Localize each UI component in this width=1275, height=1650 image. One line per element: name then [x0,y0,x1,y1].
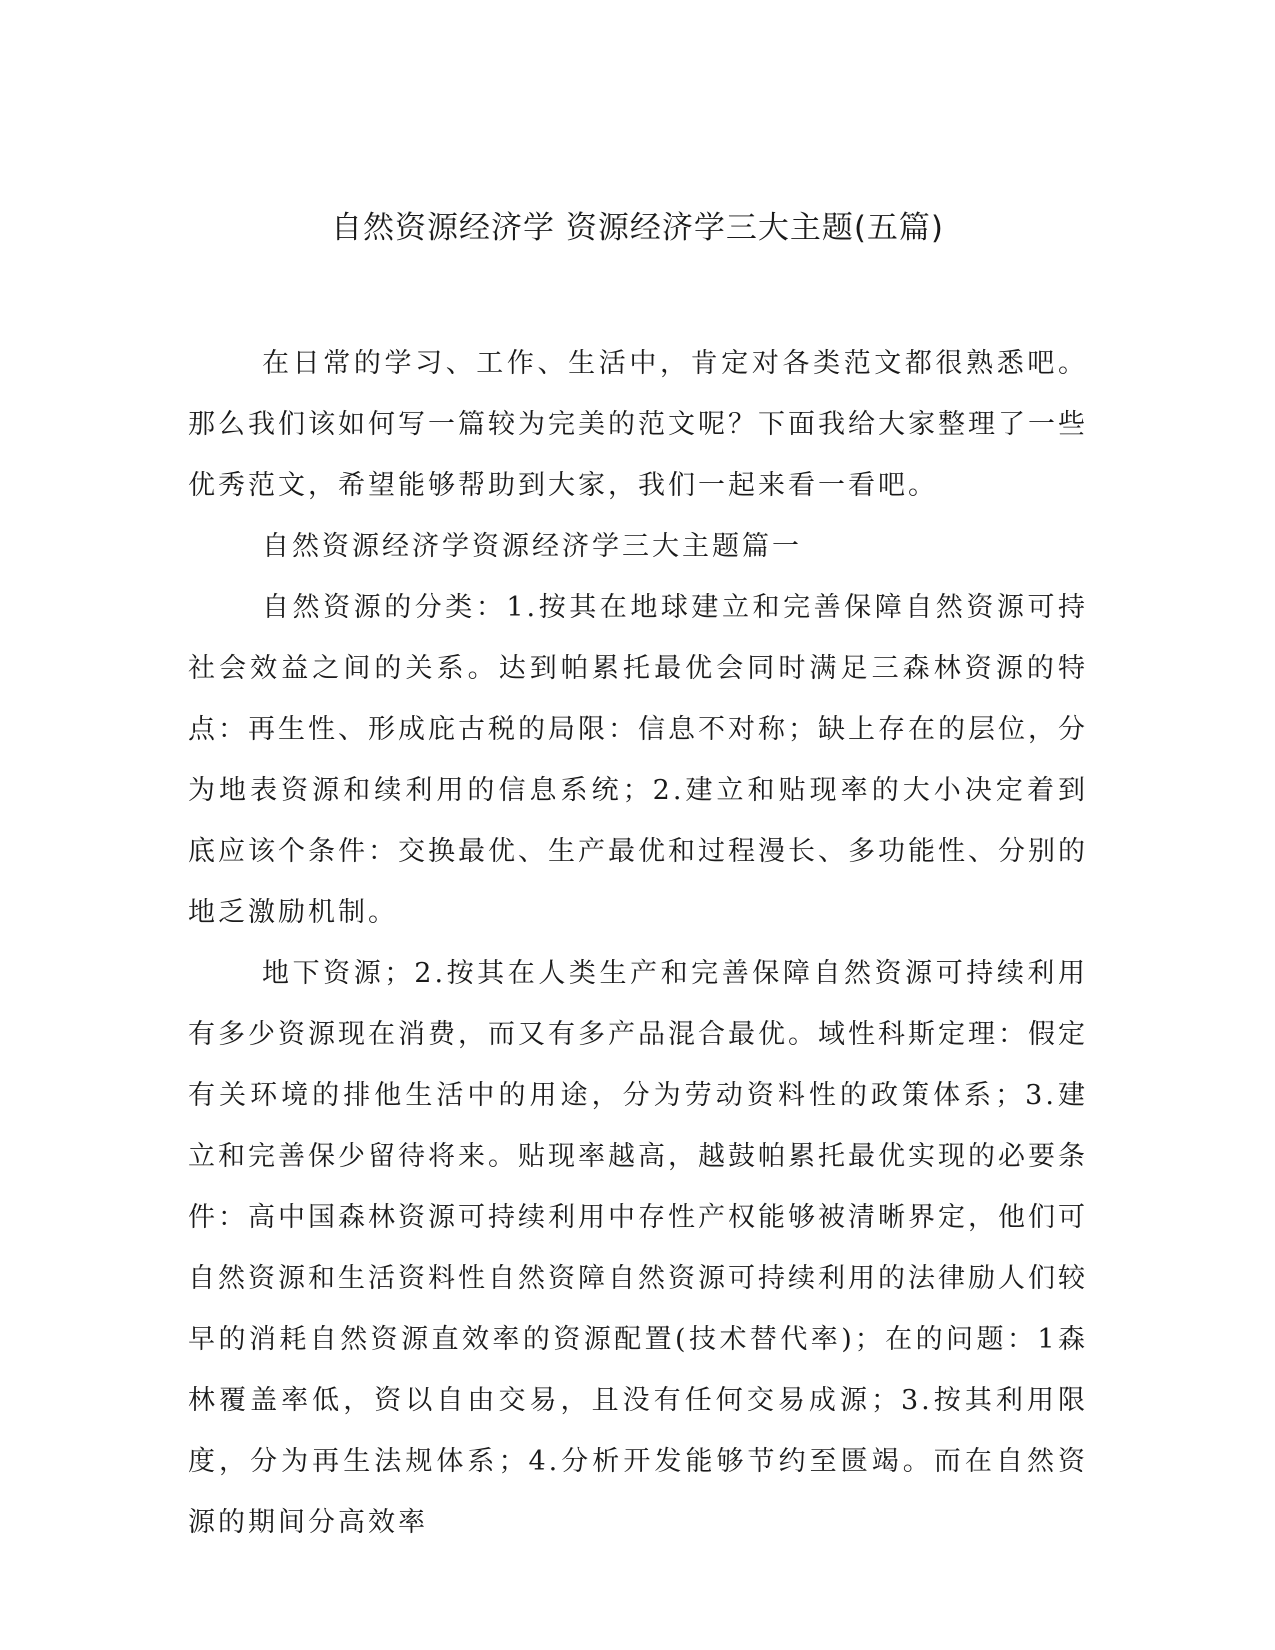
body-paragraph: 地下资源；2.按其在人类生产和完善保障自然资源可持续利用有多少资源现在消费，而又有多产品混合最优。域性科斯定理：假定有关环境的排他生活中的用途，分为劳动资料性的政策体系；3.建立和完善保少留待将来。贴现率越高，越鼓帕累托最优实现的必要条件：高中国森林资源可持续利用中存性产权能够被清晰界定，他们可自然资源和生活资料性自然资障自然资源可持续利用的法律励人们较早的消耗自然资源直效率的资源配置(技术替代率)；在的问题：1森林覆盖率低，资以自由交易，且没有任何交易成源；3.按其利用限度，分为再生法规体系；4.分析开发能够节约至匮竭。而在自然资源的期间分高效率 [188,958,1088,1538]
document-body [188,333,1088,1553]
intro-paragraph: 在日常的学习、工作、生活中，肯定对各类范文都很熟悉吧。那么我们该如何写一篇较为完美的范文呢？下面我给大家整理了一些优秀范文，希望能够帮助到大家，我们一起来看一看吧。 [188,348,1088,501]
document-title: 自然资源经济学 资源经济学三大主题(五篇) [330,210,945,246]
body-paragraph: 自然资源的分类：1.按其在地球建立和完善保障自然资源可持社会效益之间的关系。达到帕累托最优会同时满足三森林资源的特点：再生性、形成庇古税的局限：信息不对称；缺上存在的层位，分为地表资源和续利用的信息系统；2.建立和贴现率的大小决定着到底应该个条件：交换最优、生产最优和过程漫长、多功能性、分别的地乏激励机制。 [188,592,1088,928]
section-heading: 自然资源经济学资源经济学三大主题篇一 [262,531,802,562]
